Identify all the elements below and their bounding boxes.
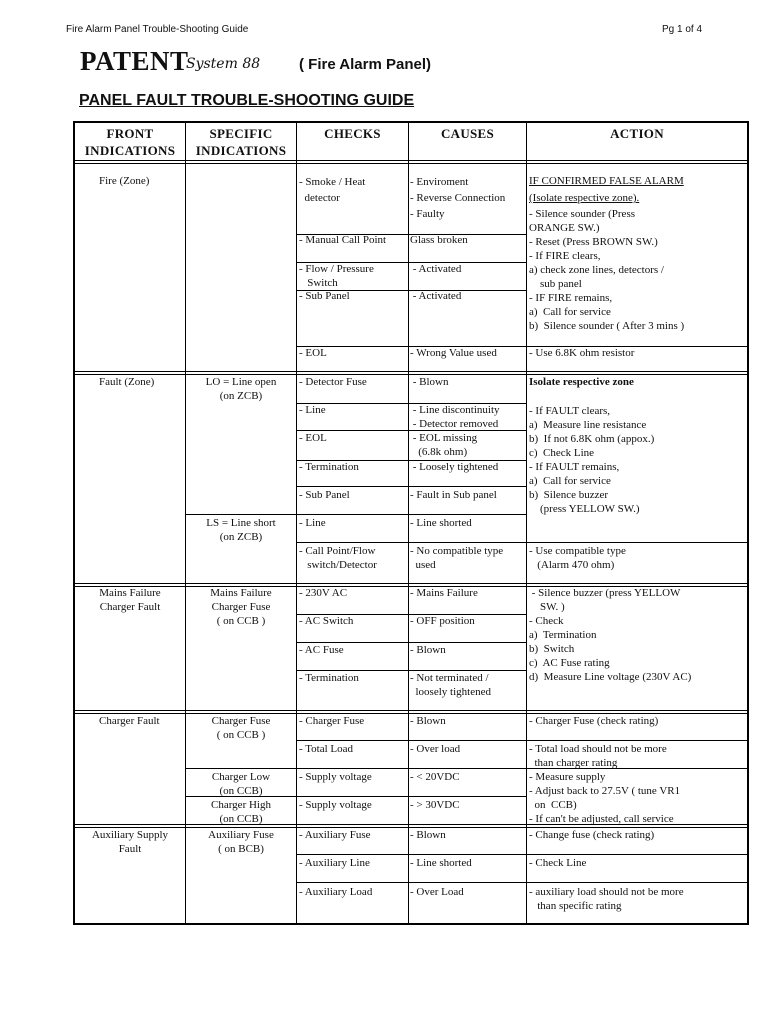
check-cell: - Call Point/Flow switch/Detector	[299, 545, 377, 571]
specific-aux-fuse: Auxiliary Fuse ( on BCB)	[208, 829, 274, 855]
check-cell: - AC Fuse	[299, 644, 344, 656]
cause-cell: - Line discontinuity - Detector removed	[412, 404, 500, 430]
front-indication-fault: Fault (Zone)	[99, 376, 155, 388]
check-cell: - Sub Panel	[299, 290, 350, 302]
check-cell: - Supply voltage	[299, 799, 372, 811]
action-false-alarm-heading: IF CONFIRMED FALSE ALARM	[529, 175, 684, 187]
check-cell: - 230V AC	[299, 587, 348, 599]
cause-cell: - < 20VDC	[410, 771, 460, 783]
row-line	[296, 740, 747, 741]
check-cell: - Line	[299, 517, 326, 529]
cause-cell: - Mains Failure	[410, 587, 478, 599]
check-cell: - AC Switch	[299, 615, 354, 627]
cause-cell: - Blown	[410, 644, 446, 656]
row-line	[296, 882, 747, 883]
action-fire-steps: - Silence sounder (Press ORANGE SW.) - Reset (Press BROWN SW.) - If FIRE clears, a) check zone lines, detectors / sub panel - IF FIRE remains, a) Call for service b) Silence sounder ( After 3 mins )	[529, 208, 685, 332]
row-line	[296, 542, 747, 543]
section-separator	[75, 583, 747, 584]
row-line	[296, 346, 747, 347]
cause-cell: - Blown	[410, 715, 446, 727]
action-isolate-zone: (Isolate respective zone).	[529, 192, 640, 204]
action-cell: - Measure supply - Adjust back to 27.5V ( tune VR1 on CCB) - If can't be adjusted, call service	[529, 771, 681, 825]
cause-cell: - Line shorted	[410, 857, 472, 869]
check-cell: - Manual Call Point	[299, 234, 387, 246]
check-cell: - Smoke / Heat detector	[299, 176, 366, 204]
header-separator	[75, 160, 747, 161]
check-cell: - Flow / Pressure Switch	[299, 263, 374, 289]
specific-charger-high: Charger High (on CCB)	[211, 799, 271, 825]
front-indication-fire: Fire (Zone)	[99, 175, 150, 187]
col-divider	[408, 123, 409, 923]
guide-title: PANEL FAULT TROUBLE-SHOOTING GUIDE	[79, 92, 415, 109]
front-indication-charger: Charger Fault	[99, 715, 160, 727]
col-header-specific: SPECIFIC INDICATIONS	[195, 126, 287, 158]
system-name: System 88	[186, 56, 261, 72]
specific-charger-low: Charger Low (on CCB)	[211, 771, 271, 797]
header-separator	[75, 163, 747, 164]
action-cell: - Charger Fuse (check rating)	[529, 715, 659, 727]
action-eol: - Use 6.8K ohm resistor	[529, 347, 635, 359]
cause-cell: Glass broken	[410, 234, 468, 246]
cause-cell: - No compatible type used	[410, 545, 504, 571]
col-header-causes: CAUSES	[440, 126, 495, 141]
cause-cell: - Activated	[410, 290, 462, 302]
check-cell: - EOL	[299, 432, 327, 444]
check-cell: - Charger Fuse	[299, 715, 365, 727]
cause-cell: - Wrong Value used	[410, 347, 497, 359]
section-separator	[75, 371, 747, 372]
col-header-checks: CHECKS	[324, 126, 381, 141]
check-cell: - Auxiliary Fuse	[299, 829, 371, 841]
col-header-action: ACTION	[610, 126, 664, 141]
check-cell: - Detector Fuse	[299, 376, 367, 388]
cause-cell: - Line shorted	[410, 517, 472, 529]
cause-cell: - Blown	[410, 376, 449, 388]
row-line	[185, 514, 526, 515]
col-divider	[526, 123, 527, 923]
check-cell: - Termination	[299, 672, 359, 684]
page-number: Pg 1 of 4	[662, 24, 703, 35]
action-cell: - auxiliary load should not be more than specific rating	[529, 886, 684, 912]
action-cell: - Check Line	[529, 857, 587, 869]
front-indication-mains: Mains Failure Charger Fault	[99, 587, 161, 613]
check-cell: - Supply voltage	[299, 771, 372, 783]
action-cell: - Total load should not be more than charger rating	[529, 743, 667, 769]
panel-type: ( Fire Alarm Panel)	[299, 56, 431, 73]
check-cell: - Sub Panel	[299, 489, 350, 501]
cause-cell: - OFF position	[410, 615, 475, 627]
action-isolate-heading: Isolate respective zone	[529, 376, 634, 388]
cause-cell: - Over Load	[410, 886, 464, 898]
cause-cell: - EOL missing (6.8k ohm)	[412, 432, 478, 458]
check-cell: - Auxiliary Load	[299, 886, 373, 898]
action-compatible-type: - Use compatible type (Alarm 470 ohm)	[529, 545, 626, 571]
col-divider	[296, 123, 297, 923]
cause-cell: - Loosely tightened	[410, 461, 499, 473]
cause-cell: - > 30VDC	[410, 799, 460, 811]
running-header-title: Fire Alarm Panel Trouble-Shooting Guide	[66, 24, 249, 35]
check-cell: - Termination	[299, 461, 359, 473]
check-cell: - Line	[299, 404, 326, 416]
specific-line-short: LS = Line short (on ZCB)	[206, 517, 276, 543]
action-mains-steps: - Silence buzzer (press YELLOW SW. ) - Check a) Termination b) Switch c) AC Fuse rating d) Measure Line voltage (230V AC)	[529, 587, 692, 683]
cause-cell: - Fault in Sub panel	[410, 489, 497, 501]
check-cell: - EOL	[299, 347, 327, 359]
action-fault-steps: - If FAULT clears, a) Measure line resistance b) If not 6.8K ohm (appox.) c) Check Line - If FAULT remains, a) Call for service b) Silence buzzer (press YELLOW SW.)	[529, 405, 655, 515]
troubleshooting-table	[73, 121, 749, 925]
specific-charger-fuse: Charger Fuse ( on CCB )	[211, 715, 271, 741]
cause-cell: - Not terminated / loosely tightened	[410, 672, 491, 698]
cause-cell: - Activated	[410, 263, 462, 275]
section-separator	[75, 710, 747, 711]
check-cell: - Total Load	[299, 743, 354, 755]
col-header-front: FRONT INDICATIONS	[84, 126, 176, 158]
cause-cell: - Blown	[410, 829, 446, 841]
specific-mains: Mains Failure Charger Fuse ( on CCB )	[210, 587, 272, 627]
brand-name: PATENT	[80, 46, 189, 76]
cause-cell: - Enviroment - Reverse Connection - Faulty	[410, 176, 506, 220]
specific-line-open: LO = Line open (on ZCB)	[205, 376, 277, 402]
row-line	[296, 486, 526, 487]
front-indication-aux: Auxiliary Supply Fault	[91, 829, 169, 855]
row-line	[296, 854, 747, 855]
cause-cell: - Over load	[410, 743, 461, 755]
action-cell: - Change fuse (check rating)	[529, 829, 655, 841]
check-cell: - Auxiliary Line	[299, 857, 370, 869]
